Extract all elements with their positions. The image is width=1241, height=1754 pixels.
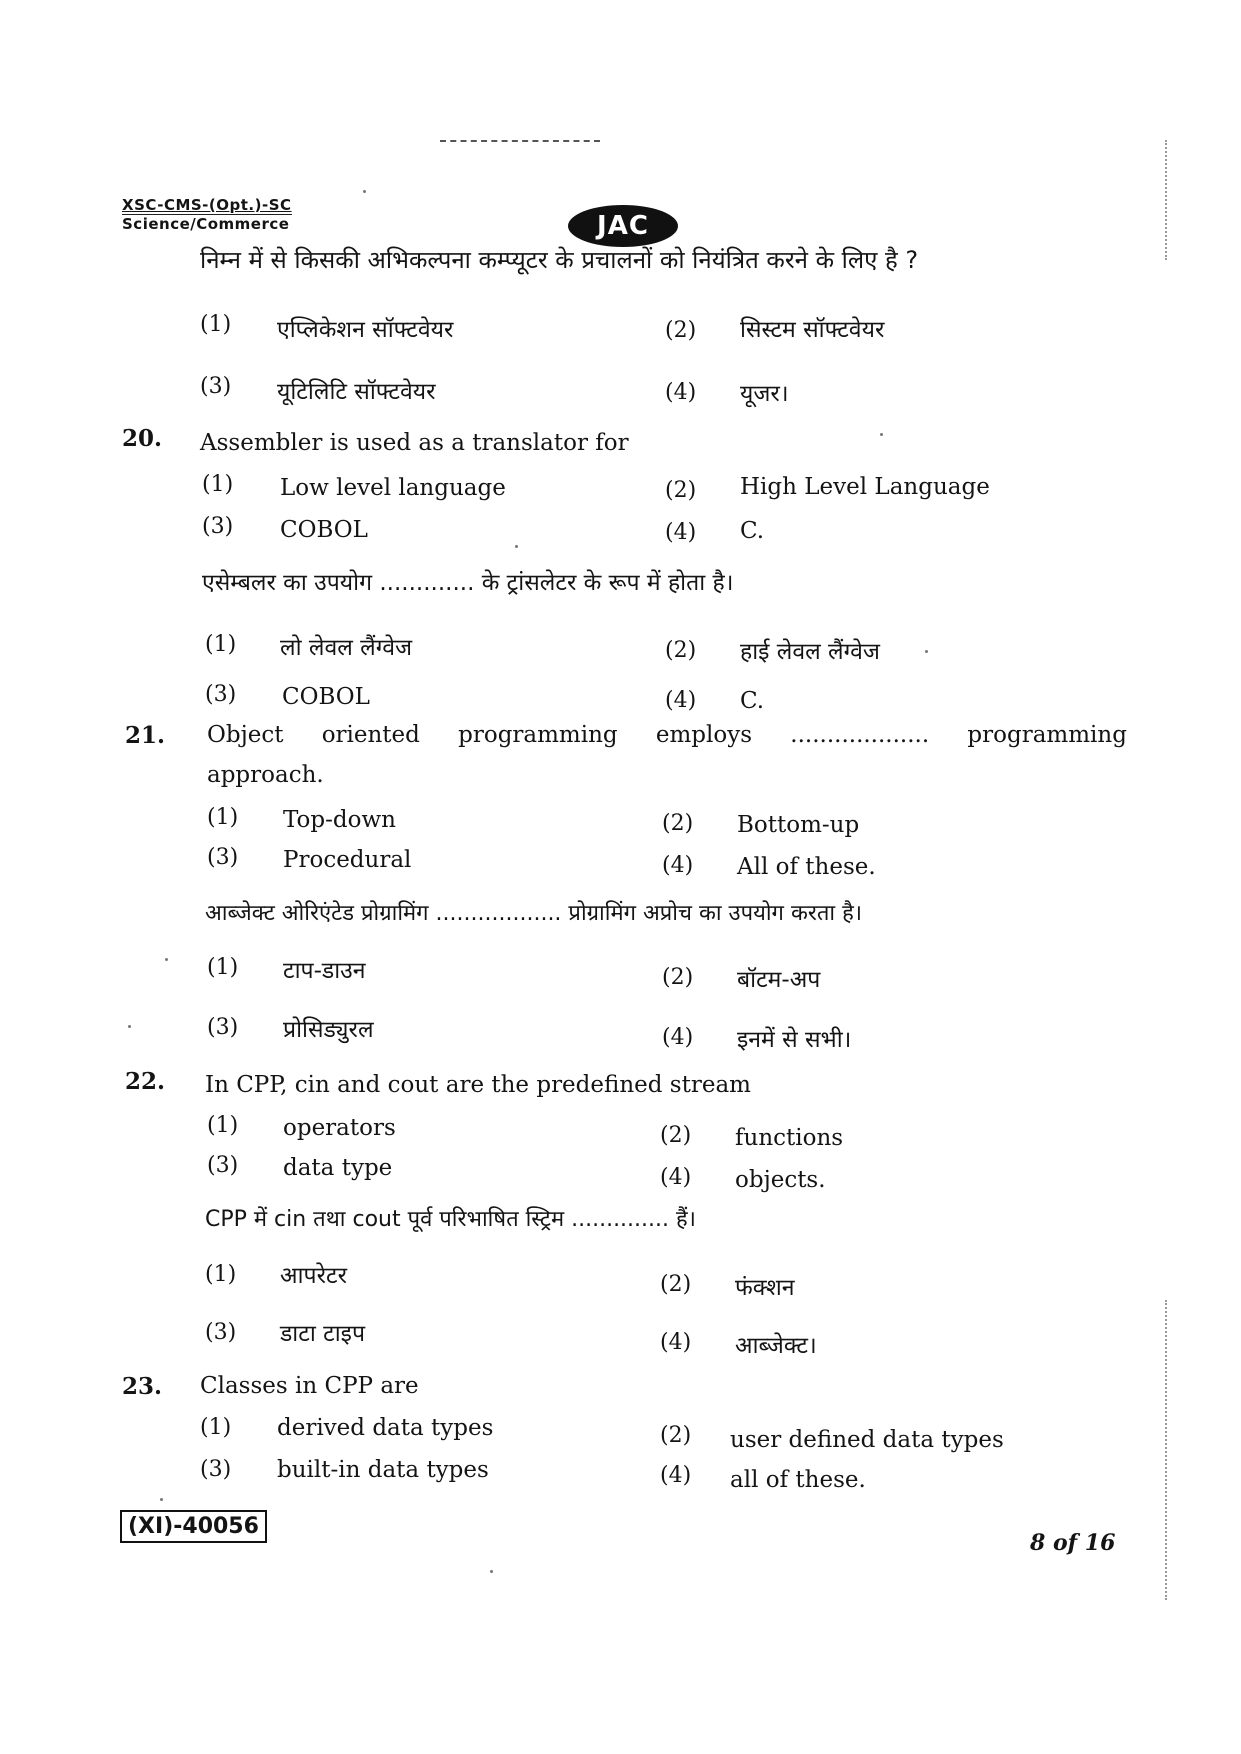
- q22-opt3: data type: [283, 1155, 393, 1181]
- q21-h-opt1-num: (1): [207, 955, 239, 980]
- scan-speck: [490, 1570, 493, 1573]
- q21-opt2: Bottom-up: [737, 812, 860, 838]
- q21-stem: [207, 722, 1127, 748]
- q19-h-opt2: सिस्टम सॉफ्टवेयर: [740, 317, 885, 343]
- q20-hindi-stem: एसेम्बलर का उपयोग ............. के ट्रांसलेटर के रूप में होता है।: [202, 570, 734, 596]
- q23-opt4-num: (4): [660, 1463, 692, 1488]
- q21-word-2: oriented: [321, 722, 420, 748]
- q20-opt1: Low level language: [280, 475, 506, 501]
- q22-h-opt3-num: (3): [205, 1320, 237, 1345]
- q21-h-opt4-num: (4): [662, 1025, 694, 1050]
- q20-opt2: High Level Language: [740, 474, 990, 500]
- q21-word-1: Object: [207, 722, 284, 748]
- scan-speck: [363, 190, 366, 193]
- q22-opt2: functions: [735, 1125, 844, 1151]
- q19-h-opt1: एप्लिकेशन सॉफ्टवेयर: [277, 317, 454, 343]
- q21-h-opt2-num: (2): [662, 965, 694, 990]
- q23-stem: Classes in CPP are: [200, 1373, 419, 1399]
- footer-paper-code: (XI)-40056: [120, 1510, 267, 1543]
- q20-h-opt4: C.: [740, 688, 765, 714]
- q21-opt4-num: (4): [662, 853, 694, 878]
- q20-h-opt4-num: (4): [665, 688, 697, 713]
- q20-h-opt2: हाई लेवल लैंग्वेज: [740, 639, 880, 665]
- q20-h-opt1: लो लेवल लैंग्वेज: [280, 635, 413, 661]
- paper-code-line2: Science/Commerce: [122, 214, 292, 233]
- q23-opt1-num: (1): [200, 1415, 232, 1440]
- q22-opt4-num: (4): [660, 1165, 692, 1190]
- q20-h-opt2-num: (2): [665, 638, 697, 663]
- q20-h-opt3-num: (3): [205, 682, 237, 707]
- q22-h-opt4: आब्जेक्ट।: [735, 1333, 817, 1359]
- q23-opt3-num: (3): [200, 1457, 232, 1482]
- jac-logo: JAC: [568, 205, 678, 247]
- paper-code: [122, 196, 292, 233]
- q22-h-opt2-num: (2): [660, 1272, 692, 1297]
- scan-speck: [128, 1025, 131, 1028]
- page-number: 8 of 16: [1030, 1530, 1116, 1556]
- q21-opt4: All of these.: [737, 854, 876, 880]
- q21-opt1: Top-down: [283, 807, 396, 833]
- q19-h-opt4: यूजर।: [740, 381, 789, 407]
- q20-opt2-num: (2): [665, 478, 697, 503]
- scan-speck: [160, 1498, 163, 1501]
- q22-stem: In CPP, cin and cout are the predefined stream: [205, 1072, 751, 1098]
- top-dashed-rule: [440, 140, 600, 142]
- q21-h-opt1: टाप-डाउन: [283, 958, 366, 984]
- q23-number: 23.: [122, 1373, 163, 1400]
- q22-h-opt4-num: (4): [660, 1330, 692, 1355]
- q22-opt3-num: (3): [207, 1153, 239, 1178]
- q22-number: 22.: [125, 1068, 166, 1095]
- q21-word-6: programming: [967, 722, 1127, 748]
- scan-speck: [880, 433, 883, 436]
- q20-h-opt3: COBOL: [282, 684, 370, 710]
- q22-opt4: objects.: [735, 1167, 826, 1193]
- q21-word-3: programming: [458, 722, 618, 748]
- q21-opt1-num: (1): [207, 805, 239, 830]
- q20-opt4: C.: [740, 518, 765, 544]
- q20-h-opt1-num: (1): [205, 632, 237, 657]
- q21-blank: ...................: [790, 722, 930, 748]
- q21-h-opt3-num: (3): [207, 1015, 239, 1040]
- q20-opt3: COBOL: [280, 517, 368, 543]
- scan-edge-noise: [1135, 140, 1167, 260]
- q21-h-opt3: प्रोसिड्युरल: [283, 1017, 374, 1043]
- q23-opt2: user defined data types: [730, 1427, 1004, 1453]
- q23-opt4: all of these.: [730, 1467, 866, 1493]
- q21-h-opt2: बॉटम-अप: [737, 967, 821, 993]
- paper-code-line1: XSC-CMS-(Opt.)-SC: [122, 196, 292, 214]
- q21-opt2-num: (2): [662, 811, 694, 836]
- q19-hindi-stem: निम्न में से किसकी अभिकल्पना कम्प्यूटर के प्रचालनों को नियंत्रित करने के लिए है ?: [200, 246, 919, 274]
- q19-h-opt2-num: (2): [665, 318, 697, 343]
- scan-speck: [515, 545, 518, 548]
- q20-opt4-num: (4): [665, 520, 697, 545]
- q22-h-opt1-num: (1): [205, 1262, 237, 1287]
- q19-h-opt1-num: (1): [200, 312, 232, 337]
- q21-hindi-stem: आब्जेक्ट ओरिएंटेड प्रोग्रामिंग .................. प्रोग्रामिंग अप्रोच का उपयोग करता है।: [205, 901, 863, 926]
- q22-h-opt1: आपरेटर: [280, 1263, 347, 1289]
- scan-edge-noise: [1135, 1300, 1167, 1600]
- scan-speck: [165, 958, 168, 961]
- q23-opt1: derived data types: [277, 1415, 494, 1441]
- q22-h-opt2: फंक्शन: [735, 1275, 795, 1301]
- q22-hindi-stem: CPP में cin तथा cout पूर्व परिभाषित स्ट्रिम .............. हैं।: [205, 1207, 697, 1232]
- q23-opt2-num: (2): [660, 1423, 692, 1448]
- q21-word-4: employs: [655, 722, 753, 748]
- q21-number: 21.: [125, 722, 166, 749]
- q21-h-opt4: इनमें से सभी।: [737, 1027, 852, 1053]
- q22-opt2-num: (2): [660, 1123, 692, 1148]
- q19-h-opt4-num: (4): [665, 380, 697, 405]
- scan-speck: [925, 650, 928, 653]
- q22-opt1: operators: [283, 1115, 396, 1141]
- q20-number: 20.: [122, 425, 163, 452]
- q20-opt1-num: (1): [202, 472, 234, 497]
- q21-stem-line2: approach.: [207, 762, 324, 788]
- q20-opt3-num: (3): [202, 514, 234, 539]
- q19-h-opt3-num: (3): [200, 374, 232, 399]
- q20-stem: Assembler is used as a translator for: [200, 430, 629, 456]
- q21-opt3-num: (3): [207, 845, 239, 870]
- q22-h-opt3: डाटा टाइप: [280, 1321, 366, 1347]
- q21-opt3: Procedural: [283, 847, 412, 873]
- q22-opt1-num: (1): [207, 1113, 239, 1138]
- q19-h-opt3: यूटिलिटि सॉफ्टवेयर: [277, 379, 436, 405]
- q23-opt3: built-in data types: [277, 1457, 489, 1483]
